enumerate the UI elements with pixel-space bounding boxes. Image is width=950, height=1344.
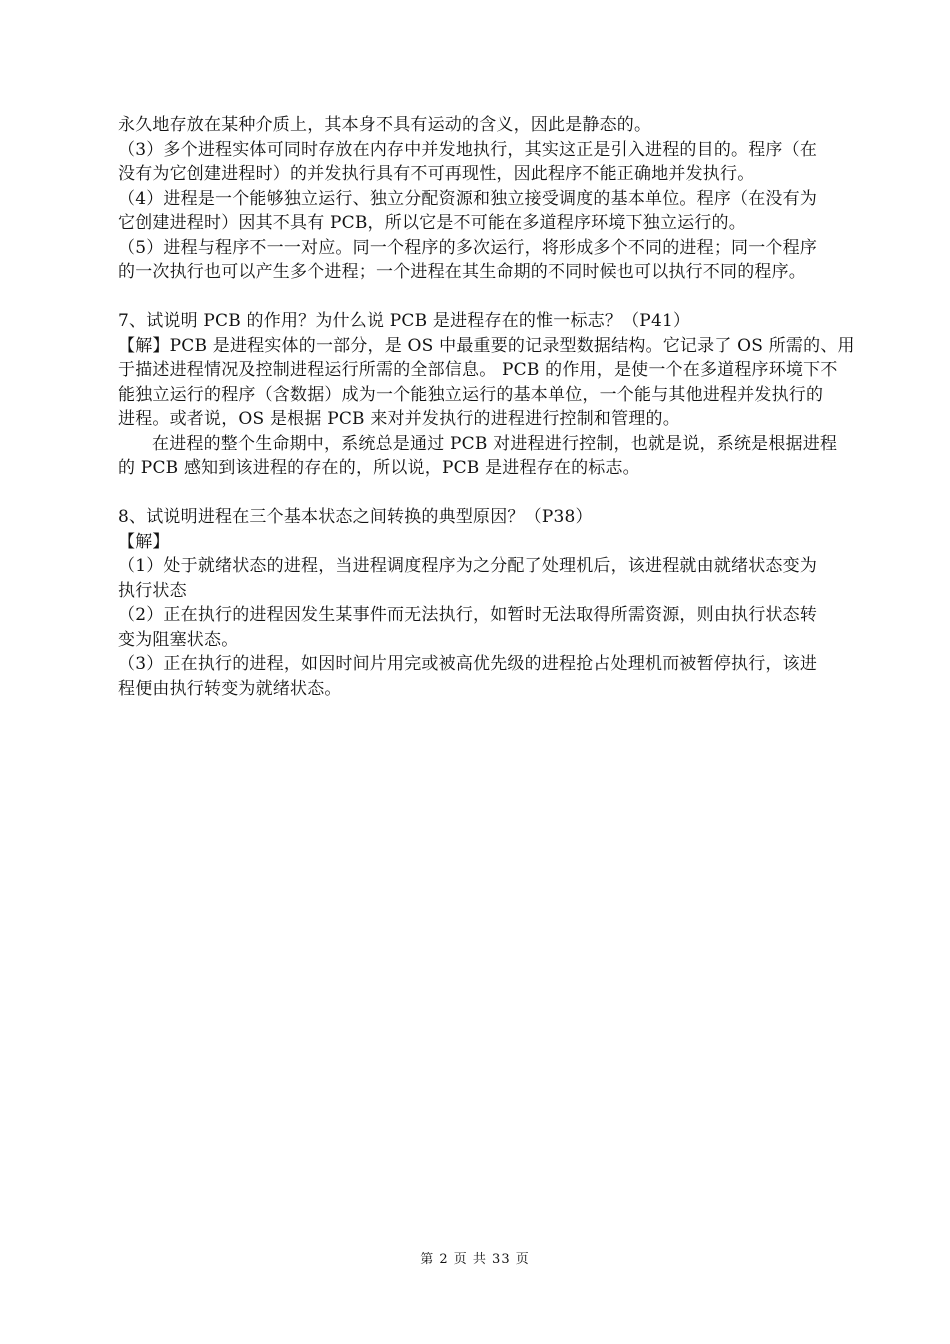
answer-line: 进程。或者说，OS 是根据 PCB 来对并发执行的进程进行控制和管理的。 bbox=[118, 409, 680, 429]
text-line: （4）进程是一个能够独立运行、独立分配资源和独立接受调度的基本单位。程序（在没有为 bbox=[118, 188, 818, 209]
text-line: 它创建进程时）因其不具有 PCB，所以它是不可能在多道程序环境下独立运行的。 bbox=[118, 213, 746, 233]
paragraph-gap bbox=[118, 481, 893, 506]
answer-line: （1）处于就绪状态的进程，当进程调度程序为之分配了处理机后，该进程就由就绪状态变为 bbox=[118, 556, 818, 576]
page-content bbox=[118, 113, 893, 701]
answer-line: 变为阻塞状态。 bbox=[118, 629, 239, 650]
answer-line: 【解】PCB 是进程实体的一部分，是 OS 中最重要的记录型数据结构。它记录了 OS 所需的、用 bbox=[118, 335, 855, 356]
question-7 bbox=[118, 309, 893, 481]
answer-line-indented: 在进程的整个生命期中，系统总是通过 PCB 对进程进行控制，也就是说，系统是根据进程 bbox=[152, 433, 838, 454]
text-line: （5）进程与程序不一一对应。同一个程序的多次运行，将形成多个不同的进程；同一个程序 bbox=[118, 237, 818, 258]
page-footer: 第 2 页 共 33 页 bbox=[420, 1252, 530, 1267]
answer-line: （3）正在执行的进程，如因时间片用完或被高优先级的进程抢占处理机而被暂停执行，该进 bbox=[118, 654, 818, 674]
answer-line: 能独立运行的程序（含数据）成为一个能独立运行的基本单位，一个能与其他进程并发执行的 bbox=[118, 384, 824, 405]
text-line: 的一次执行也可以产生多个进程；一个进程在其生命期的不同时候也可以执行不同的程序。 bbox=[118, 262, 806, 282]
answer-line: 执行状态 bbox=[118, 580, 187, 601]
question-8 bbox=[118, 505, 893, 701]
text-line: 永久地存放在某种介质上，其本身不具有运动的含义，因此是静态的。 bbox=[118, 115, 652, 135]
answer-line: 程便由执行转变为就绪状态。 bbox=[118, 678, 342, 699]
text-line: 没有为它创建进程时）的并发执行具有不可再现性，因此程序不能正确地并发执行。 bbox=[118, 164, 755, 184]
paragraph-gap bbox=[118, 285, 893, 310]
answer-line: 的 PCB 感知到该进程的存在的，所以说，PCB 是进程存在的标志。 bbox=[118, 458, 640, 478]
answer-label: 【解】 bbox=[118, 531, 170, 552]
answer-line: 于描述进程情况及控制进程运行所需的全部信息。 PCB 的作用，是使一个在多道程序环境下不 bbox=[118, 360, 838, 380]
text-line: （3）多个进程实体可同时存放在内存中并发地执行，其实这正是引入进程的目的。程序（在 bbox=[118, 139, 818, 160]
previous-section bbox=[118, 113, 893, 285]
answer-line: （2）正在执行的进程因发生某事件而无法执行，如暂时无法取得所需资源，则由执行状态转 bbox=[118, 605, 818, 625]
question-title: 7、试说明 PCB 的作用？为什么说 PCB 是进程存在的惟一标志？（P41） bbox=[118, 311, 691, 331]
question-title: 8、试说明进程在三个基本状态之间转换的典型原因？（P38） bbox=[118, 507, 593, 527]
